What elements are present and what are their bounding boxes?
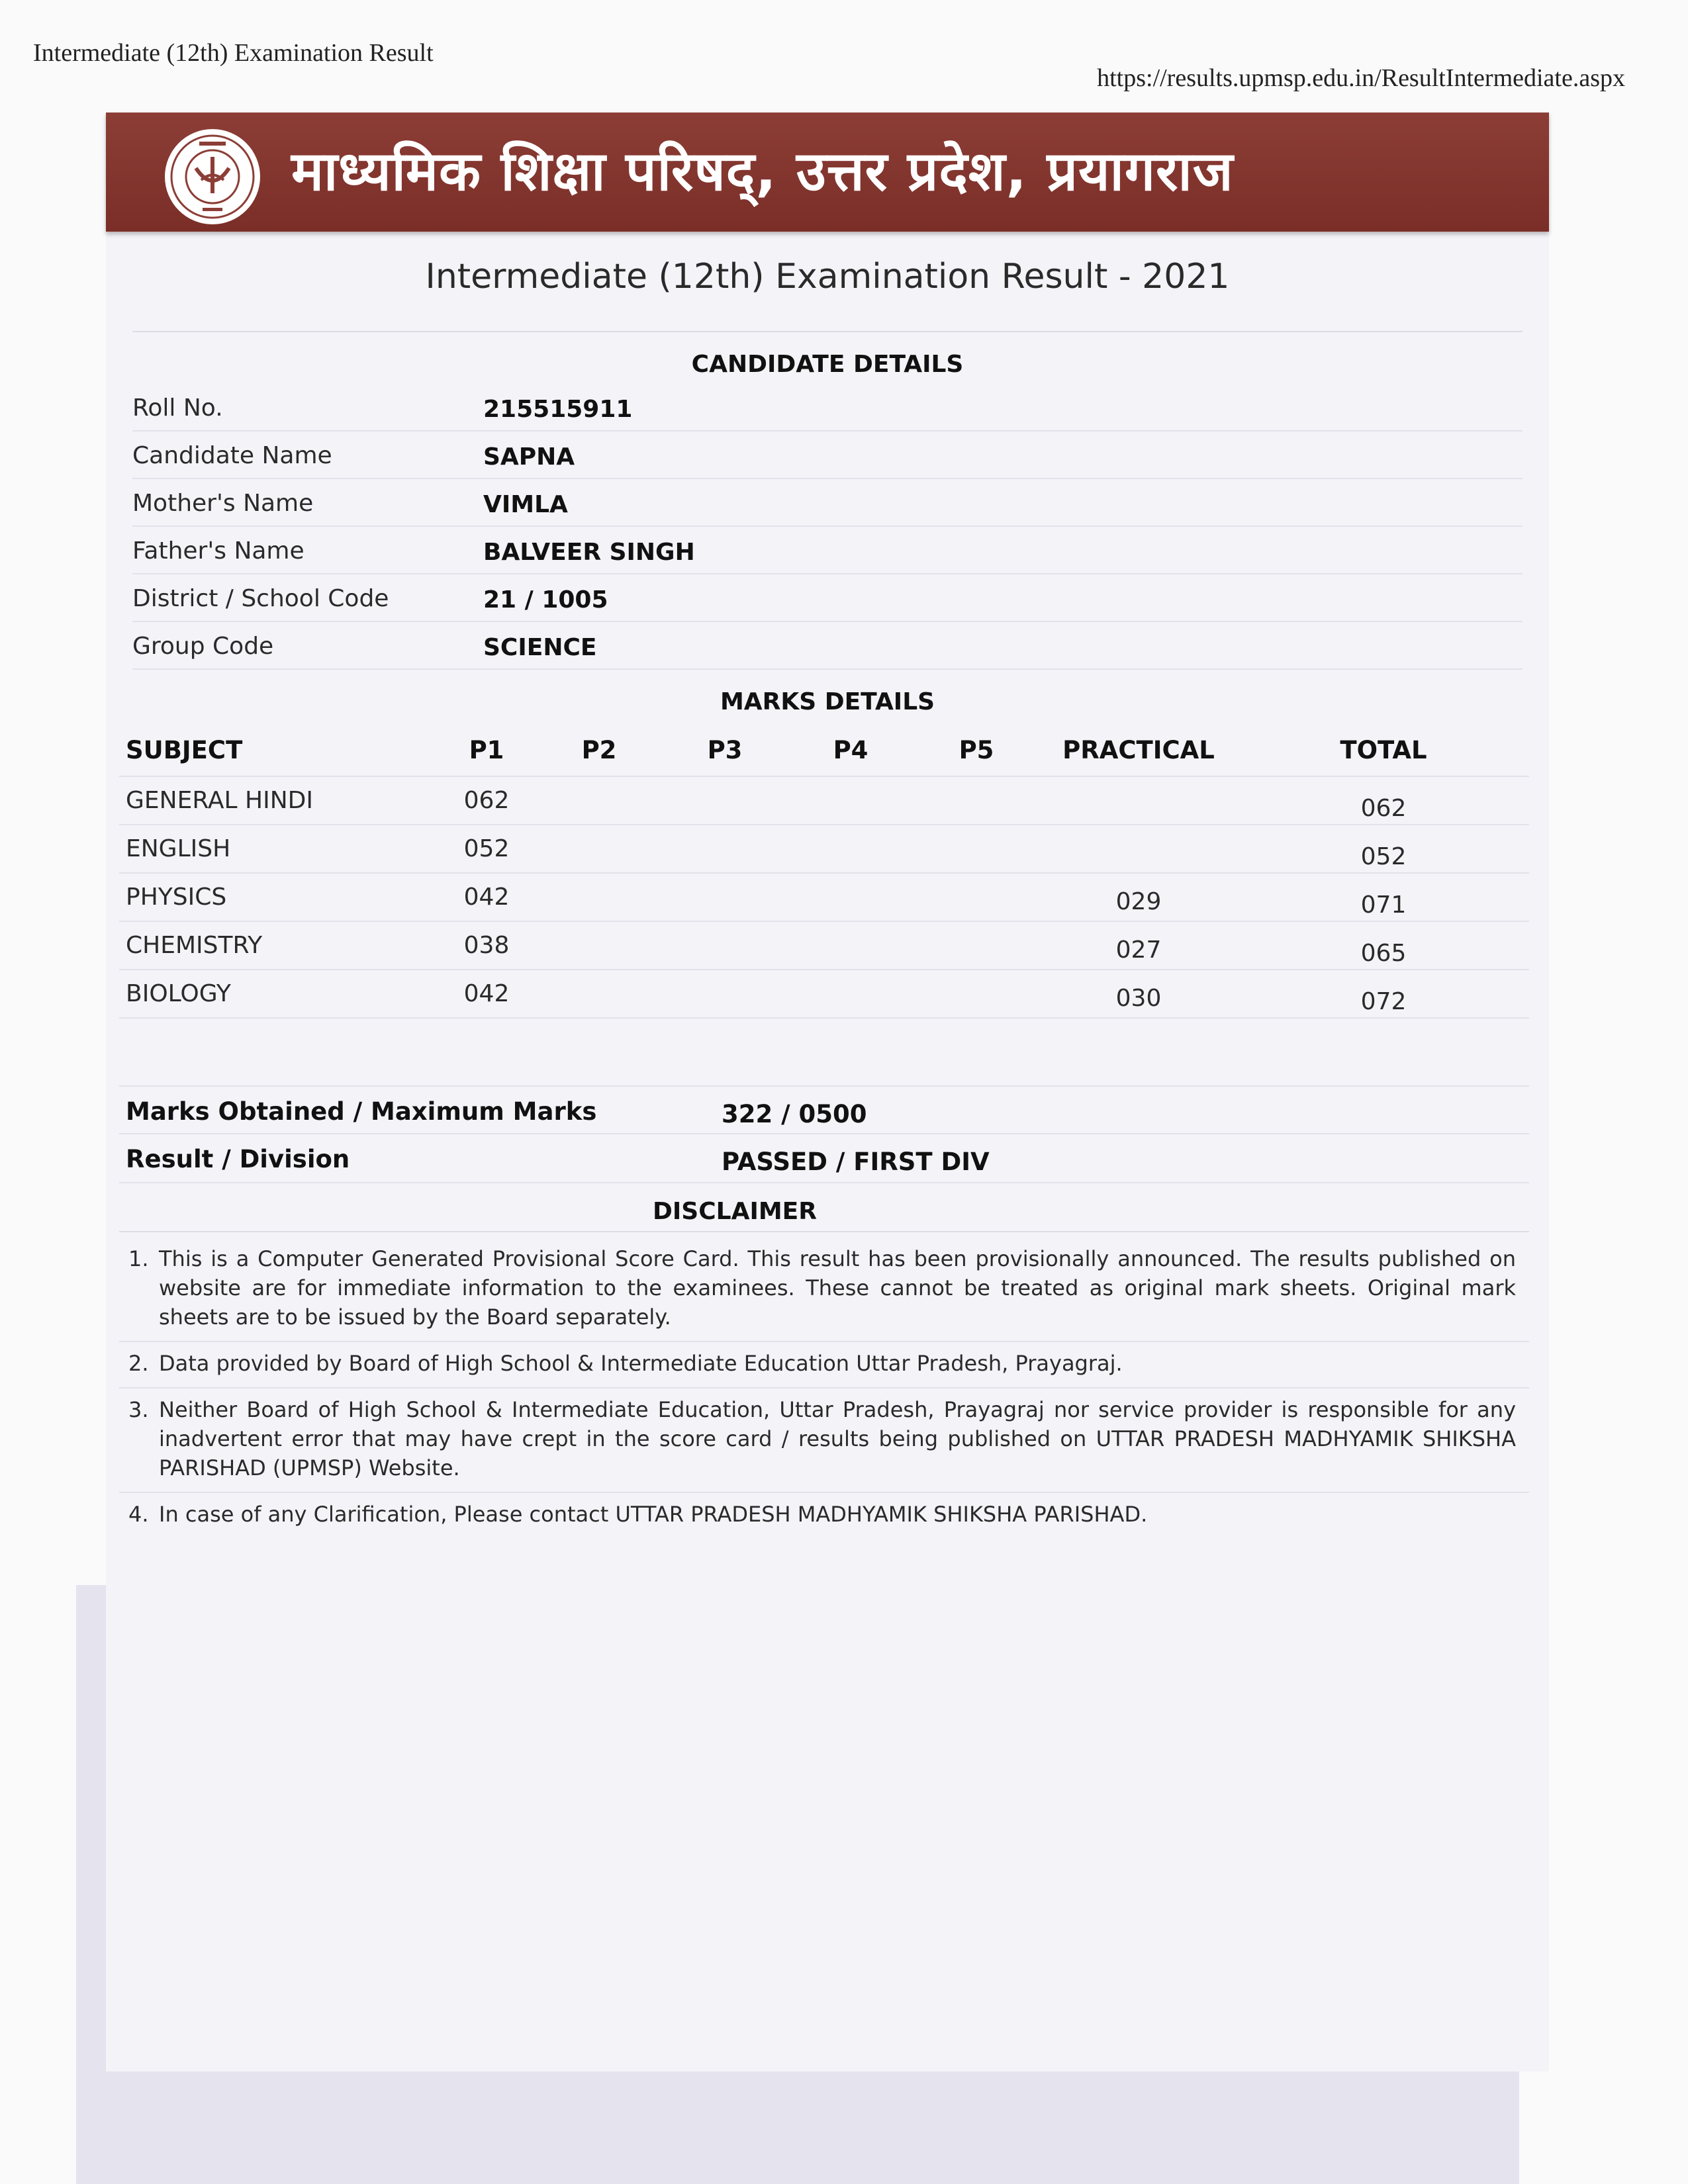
- table-row: [119, 825, 1529, 873]
- p2-cell: [536, 776, 662, 825]
- p4-cell: [788, 776, 914, 825]
- disclaimer-text: Neither Board of High School & Intermediate Education, Uttar Pradesh, Prayagraj nor service provider is responsible for any inadvertent error that may have crept in the score card / results being published on UTTAR PRADESH MADHYAMIK SHIKSHA PARISHAD (UPMSP) Website.: [159, 1397, 1516, 1480]
- divider: [119, 1231, 1529, 1232]
- marks-obtained-label: Marks Obtained / Maximum Marks: [126, 1097, 597, 1126]
- detail-label: Candidate Name: [132, 442, 332, 469]
- disclaimer-heading: DISCLAIMER: [653, 1198, 817, 1225]
- column-header-subject: SUBJECT: [119, 725, 437, 776]
- result-division-row: [119, 1134, 1529, 1183]
- p5-cell: [914, 825, 1039, 873]
- practical-cell: 027: [1039, 921, 1238, 970]
- practical-cell: [1039, 776, 1238, 825]
- detail-label: Mother's Name: [132, 490, 314, 517]
- marks-obtained-row: [119, 1085, 1529, 1134]
- board-name-hindi: माध्यमिक शिक्षा परिषद्, उत्तर प्रदेश, प्रयागराज: [291, 140, 1234, 203]
- disclaimer-text: This is a Computer Generated Provisional Score Card. This result has been provisionally announced. The results published on website are for immediate information to the examinees. These cannot be treated as original mark sheets. Original mark sheets are to be issued by the Board separately.: [159, 1246, 1516, 1330]
- total-cell: 072: [1238, 970, 1529, 1018]
- p1-cell: 038: [437, 921, 536, 970]
- exam-title: Intermediate (12th) Examination Result - 2021: [425, 257, 1230, 296]
- table-row: [119, 921, 1529, 970]
- marks-details-heading: MARKS DETAILS: [720, 688, 935, 715]
- column-header-practical: PRACTICAL: [1039, 725, 1238, 776]
- disclaimer-number: 4.: [128, 1502, 149, 1527]
- divider: [132, 331, 1523, 332]
- subject-cell: ENGLISH: [119, 825, 437, 873]
- candidate-details-heading: CANDIDATE DETAILS: [691, 351, 964, 378]
- print-page-title: Intermediate (12th) Examination Result: [33, 39, 434, 67]
- detail-row-mother-name: [132, 479, 1523, 527]
- detail-value: VIMLA: [483, 491, 568, 518]
- total-cell: 062: [1238, 776, 1529, 825]
- p4-cell: [788, 825, 914, 873]
- detail-value: 215515911: [483, 396, 633, 423]
- total-cell: 065: [1238, 921, 1529, 970]
- disclaimer-number: 1.: [128, 1246, 149, 1271]
- print-page-url[interactable]: https://results.upmsp.edu.in/ResultIntermediate.aspx: [1097, 64, 1625, 92]
- detail-label: Father's Name: [132, 537, 305, 565]
- disclaimer-item: [119, 1493, 1529, 1538]
- disclaimer-number: 2.: [128, 1351, 149, 1376]
- p4-cell: [788, 921, 914, 970]
- detail-value: SCIENCE: [483, 634, 597, 661]
- subject-cell: PHYSICS: [119, 873, 437, 921]
- p5-cell: [914, 970, 1039, 1018]
- p3-cell: [662, 970, 788, 1018]
- marks-header-row: [119, 725, 1529, 776]
- disclaimer-item: [119, 1238, 1529, 1342]
- detail-row-district-school-code: [132, 574, 1523, 622]
- disclaimer-text: Data provided by Board of High School & Intermediate Education Uttar Pradesh, Prayagraj.: [159, 1351, 1123, 1376]
- column-header-total: TOTAL: [1238, 725, 1529, 776]
- table-row: [119, 776, 1529, 825]
- p3-cell: [662, 776, 788, 825]
- p1-cell: 042: [437, 873, 536, 921]
- p3-cell: [662, 825, 788, 873]
- detail-row-candidate-name: [132, 432, 1523, 479]
- column-header-p4: P4: [788, 725, 914, 776]
- marks-obtained-value: 322 / 0500: [722, 1100, 867, 1128]
- board-banner: [106, 113, 1549, 232]
- table-row: [119, 873, 1529, 921]
- subject-cell: BIOLOGY: [119, 970, 437, 1018]
- p1-cell: 052: [437, 825, 536, 873]
- p5-cell: [914, 873, 1039, 921]
- detail-value: SAPNA: [483, 443, 575, 471]
- p5-cell: [914, 776, 1039, 825]
- column-header-p1: P1: [437, 725, 536, 776]
- detail-label: Group Code: [132, 633, 274, 660]
- subject-cell: GENERAL HINDI: [119, 776, 437, 825]
- p2-cell: [536, 921, 662, 970]
- disclaimer-number: 3.: [128, 1397, 149, 1422]
- p3-cell: [662, 873, 788, 921]
- p5-cell: [914, 921, 1039, 970]
- detail-row-group-code: [132, 622, 1523, 670]
- total-cell: 052: [1238, 825, 1529, 873]
- column-header-p2: P2: [536, 725, 662, 776]
- result-division-label: Result / Division: [126, 1145, 350, 1173]
- p2-cell: [536, 825, 662, 873]
- p1-cell: 062: [437, 776, 536, 825]
- practical-cell: 029: [1039, 873, 1238, 921]
- detail-row-father-name: [132, 527, 1523, 574]
- p2-cell: [536, 970, 662, 1018]
- practical-cell: [1039, 825, 1238, 873]
- detail-value: 21 / 1005: [483, 586, 608, 614]
- upmsp-emblem-icon: [163, 127, 262, 226]
- p4-cell: [788, 970, 914, 1018]
- disclaimer-text: In case of any Clarification, Please contact UTTAR PRADESH MADHYAMIK SHIKSHA PARISHAD.: [159, 1502, 1148, 1527]
- subject-cell: CHEMISTRY: [119, 921, 437, 970]
- p4-cell: [788, 873, 914, 921]
- detail-value: BALVEER SINGH: [483, 539, 695, 566]
- column-header-p5: P5: [914, 725, 1039, 776]
- disclaimer-item: [119, 1388, 1529, 1493]
- result-card: [106, 113, 1549, 2071]
- table-row: [119, 970, 1529, 1018]
- print-header: [33, 38, 1625, 98]
- p3-cell: [662, 921, 788, 970]
- detail-row-roll-no: [132, 384, 1523, 432]
- total-cell: 071: [1238, 873, 1529, 921]
- detail-label: District / School Code: [132, 585, 389, 612]
- practical-cell: 030: [1039, 970, 1238, 1018]
- marks-table: [119, 725, 1529, 1019]
- p2-cell: [536, 873, 662, 921]
- disclaimer-list: [119, 1238, 1529, 1538]
- result-division-value: PASSED / FIRST DIV: [722, 1148, 990, 1176]
- disclaimer-item: [119, 1342, 1529, 1388]
- detail-label: Roll No.: [132, 394, 223, 422]
- column-header-p3: P3: [662, 725, 788, 776]
- p1-cell: 042: [437, 970, 536, 1018]
